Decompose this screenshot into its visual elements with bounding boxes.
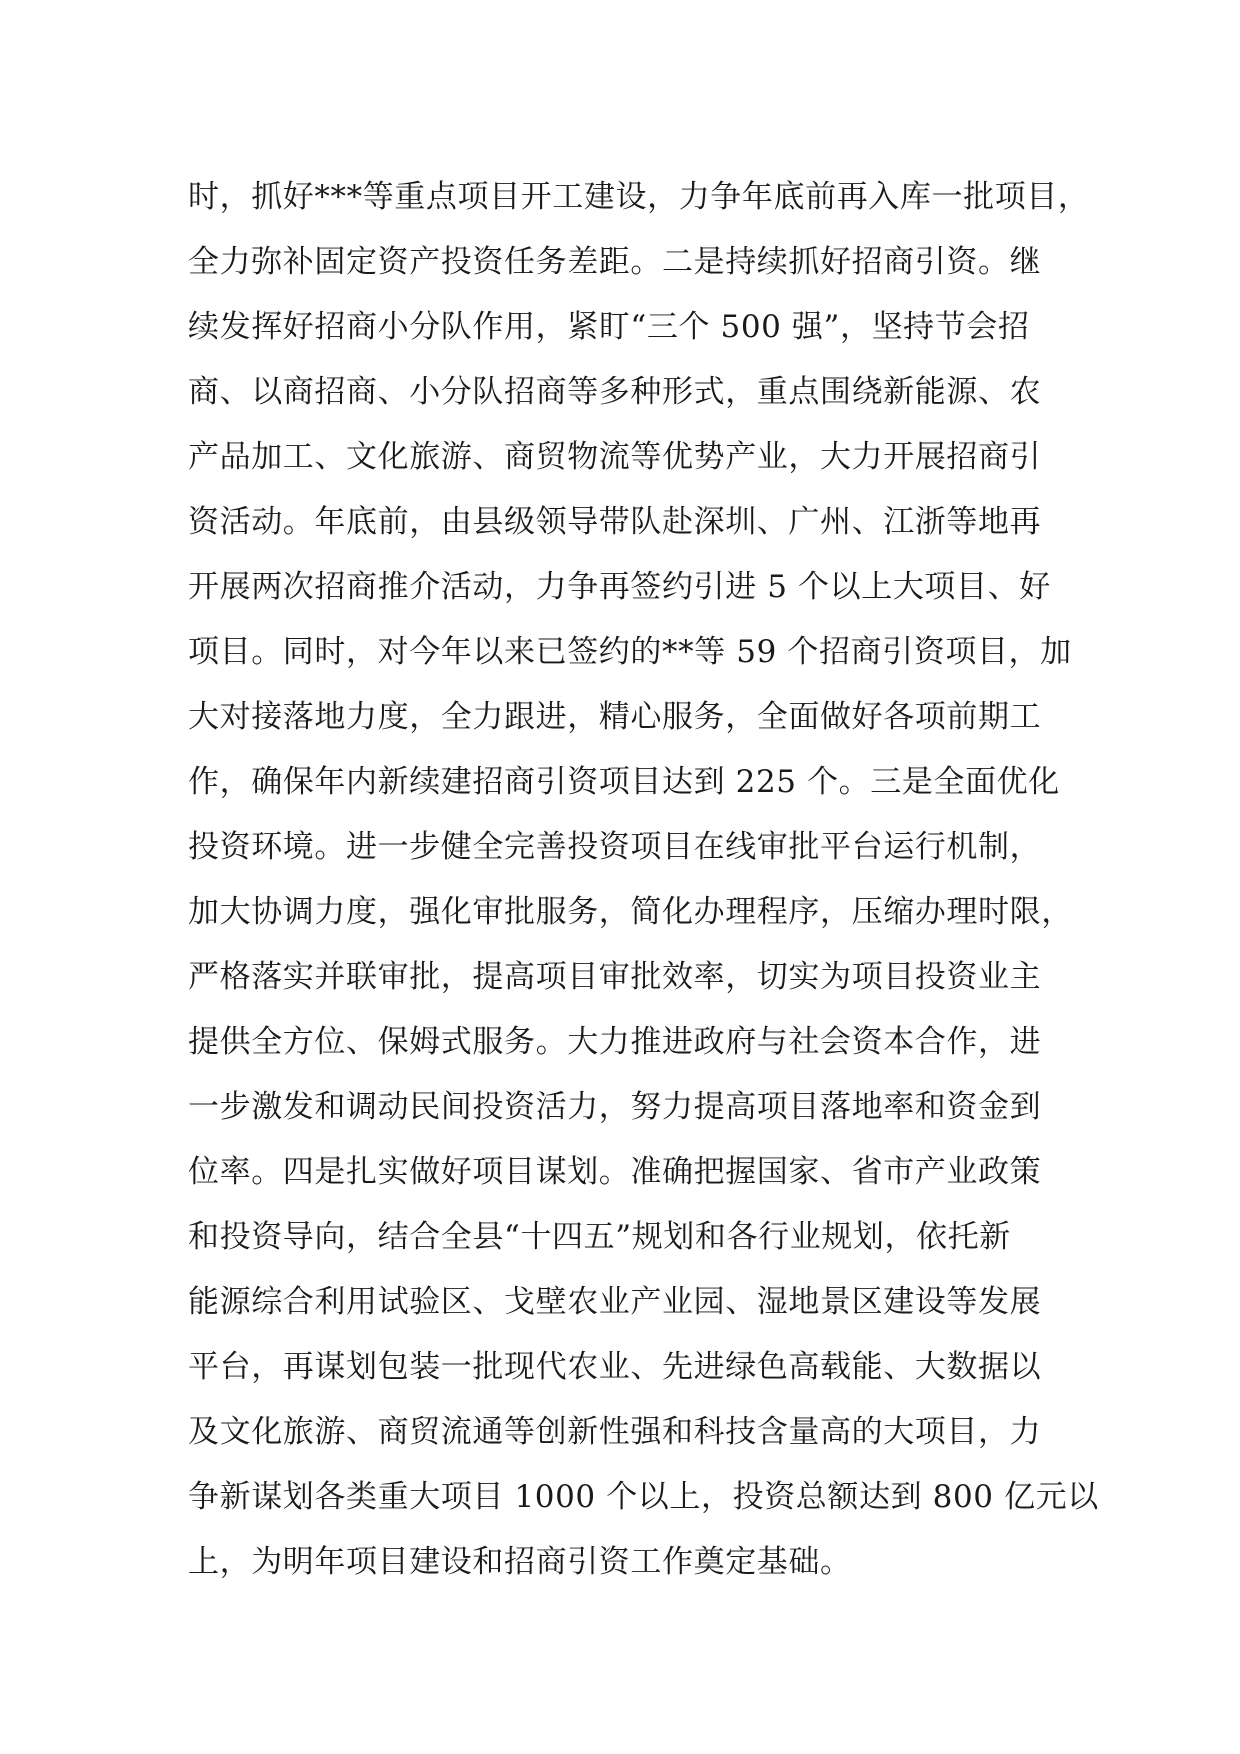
text-line: 平台，再谋划包装一批现代农业、先进绿色高载能、大数据以 <box>188 1349 1042 1385</box>
text-line: 全力弥补固定资产投资任务差距。二是持续抓好招商引资。继 <box>188 244 1042 280</box>
text-line: 商、以商招商、小分队招商等多种形式，重点围绕新能源、农 <box>188 374 1042 410</box>
text-line: 位率。四是扎实做好项目谋划。准确把握国家、省市产业政策 <box>188 1154 1042 1190</box>
text-line: 大对接落地力度，全力跟进，精心服务，全面做好各项前期工 <box>188 699 1042 735</box>
text-line: 能源综合利用试验区、戈壁农业产业园、湿地景区建设等发展 <box>188 1284 1042 1320</box>
text-line: 资活动。年底前，由县级领导带队赴深圳、广州、江浙等地再 <box>188 504 1042 540</box>
text-line: 开展两次招商推介活动，力争再签约引进 5 个以上大项目、好 <box>188 569 1051 605</box>
text-line: 时，抓好***等重点项目开工建设，力争年底前再入库一批项目， <box>188 179 1090 215</box>
body-paragraph <box>188 165 1099 1595</box>
text-line: 上，为明年项目建设和招商引资工作奠定基础。 <box>188 1544 852 1580</box>
text-line: 加大协调力度，强化审批服务，简化办理程序，压缩办理时限， <box>188 894 1073 930</box>
text-line: 产品加工、文化旅游、商贸物流等优势产业，大力开展招商引 <box>188 439 1042 475</box>
text-line: 提供全方位、保姆式服务。大力推进政府与社会资本合作，进 <box>188 1024 1042 1060</box>
text-line: 一步激发和调动民间投资活力，努力提高项目落地率和资金到 <box>188 1089 1042 1125</box>
text-line: 严格落实并联审批，提高项目审批效率，切实为项目投资业主 <box>188 959 1042 995</box>
text-line: 项目。同时，对今年以来已签约的**等 59 个招商引资项目，加 <box>188 634 1072 670</box>
text-line: 投资环境。进一步健全完善投资项目在线审批平台运行机制， <box>188 829 1042 865</box>
text-line: 续发挥好招商小分队作用，紧盯“三个 500 强”，坚持节会招 <box>188 309 1030 345</box>
text-line: 及文化旅游、商贸流通等创新性强和科技含量高的大项目，力 <box>188 1414 1042 1450</box>
text-line: 作，确保年内新续建招商引资项目达到 225 个。三是全面优化 <box>188 764 1060 800</box>
text-line: 和投资导向，结合全县“十四五”规划和各行业规划，依托新 <box>188 1219 1011 1255</box>
text-line: 争新谋划各类重大项目 1000 个以上，投资总额达到 800 亿元以 <box>188 1479 1099 1515</box>
